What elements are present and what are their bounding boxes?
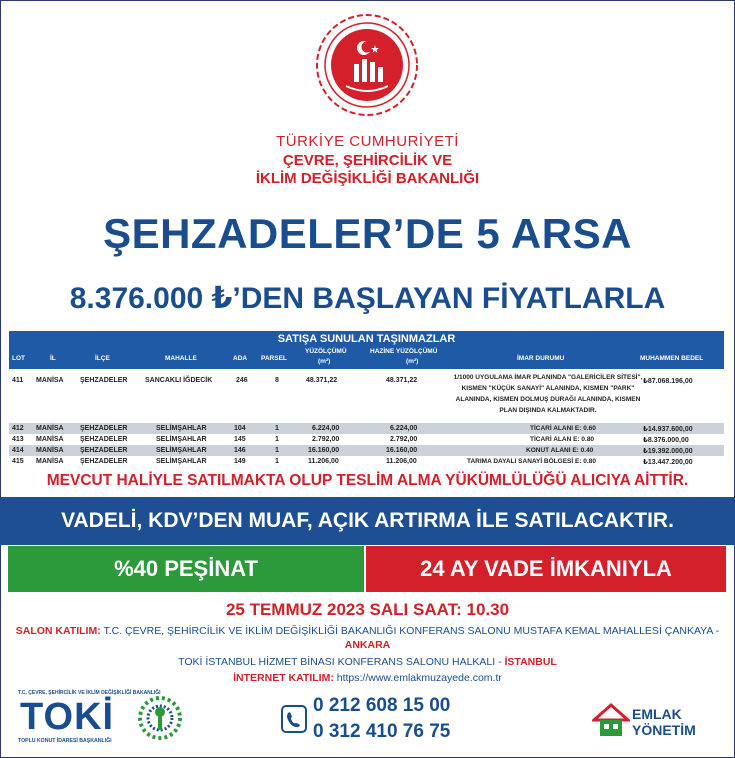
salon-text: T.C. ÇEVRE, ŞEHİRCİLİK VE İKLİM DEĞİŞİKLİĞİ BAKANLIĞI KONFERANS SALONU MUSTAFA KEMAL MAHALLESİ ÇANKAYA - (103, 625, 720, 637)
cell-parsel: 1 (275, 425, 279, 432)
cell-ada: 149 (234, 458, 246, 465)
cell-bedel: ₺8.376.000,00 (643, 437, 689, 444)
cell-lot: 414 (12, 447, 24, 454)
cell-lot: 411 (12, 377, 24, 384)
cell-yuzolcumu: 48.371,22 (306, 377, 338, 384)
cell-parsel: 8 (275, 377, 279, 384)
phone-2[interactable]: 0 312 410 76 75 (313, 721, 451, 742)
cell-imar: TİCARİ ALANI E: 0.60 (530, 425, 596, 432)
cell-mahalle: SELİMŞAHLAR (156, 447, 207, 454)
cell-yuzolcumu: 6.224,00 (312, 425, 340, 432)
cell-il: MANİSA (36, 425, 64, 432)
th-hazine-unit: (m²) (406, 358, 419, 365)
cell-hazine: 11.206,00 (386, 458, 417, 465)
th-yuzolcumu: YÜZÖLÇÜMÜ (305, 348, 347, 355)
cell-ada: 146 (234, 447, 246, 454)
price-subtitle: 8.376.000 ₺’DEN BAŞLAYAN FİYATLARLA (69, 282, 666, 315)
salon-info-2 (10, 655, 725, 669)
cell-mahalle: SELİMŞAHLAR (156, 436, 207, 443)
cell-mahalle: SELİMŞAHLAR (156, 458, 207, 465)
cell-hazine: 48.371,22 (386, 377, 418, 384)
emlak-logo (592, 698, 722, 748)
phone-1[interactable]: 0 212 608 15 00 (313, 695, 451, 716)
cell-imar: TİCARİ ALAN E: 0.80 (530, 436, 595, 443)
phone-icon (281, 705, 307, 733)
cell-parsel: 1 (275, 447, 279, 454)
table-header (9, 331, 724, 369)
auction-date: 25 TEMMUZ 2023 SALI SAAT: 10.30 (225, 600, 510, 619)
cell-il: MANİSA (36, 377, 64, 384)
page-title: ŞEHZADELER’DE 5 ARSA (103, 210, 632, 257)
cell-lot: 412 (12, 425, 24, 432)
salon-label: SALON KATILIM: (15, 625, 101, 637)
cell-parsel: 1 (275, 436, 279, 443)
toki-logo (18, 690, 188, 750)
cell-ilce: ŞEHZADELER (80, 425, 128, 432)
cell-imar: 1/1000 UYGULAMA İMAR PLANINDA "GALERİCİLER SİTESİ", KISMEN "KÜÇÜK SANAYİ" ALANINDA, KISMEN "PARK" ALANINDA, KISMEN DOLMUŞ DURAĞI ALANINDA, KISMEN PLAN DIŞINDA KALMAKTADIR. (453, 374, 643, 414)
house-icon (592, 702, 630, 738)
cell-mahalle: SELİMŞAHLAR (156, 425, 207, 432)
table-caption: SATIŞA SUNULAN TAŞINMAZLAR (277, 333, 456, 345)
cell-bedel: ₺14.937.600,00 (643, 426, 693, 433)
sale-terms-band: VADELİ, KDV’DEN MUAF, AÇIK ARTIRMA İLE SATILACAKTIR. (0, 497, 735, 545)
th-ada: ADA (233, 355, 248, 362)
toki-bottom-text: TOPLU KONUT İDARESİ BAŞKANLIĞI (18, 738, 112, 744)
cell-lot: 413 (12, 436, 24, 443)
cell-yuzolcumu: 2.792,00 (312, 436, 340, 443)
internet-url-link[interactable]: https://www.emlakmuzayede.com.tr (336, 672, 502, 684)
th-yuzolcumu-unit: (m²) (318, 358, 331, 365)
cell-hazine: 16.160,00 (386, 447, 418, 454)
cell-imar: KONUT ALANI E: 0.40 (526, 447, 594, 454)
cell-ilce: ŞEHZADELER (80, 436, 128, 443)
cell-bedel: ₺13.447.200,00 (643, 459, 693, 466)
ministry-line-1: TÜRKİYE CUMHURİYETİ (276, 133, 459, 150)
cell-hazine: 2.792,00 (390, 436, 418, 443)
cell-mahalle: SANCAKLI İĞDECİK (145, 377, 213, 384)
cell-lot: 415 (12, 458, 24, 465)
th-hazine: HAZİNE YÜZÖLÇÜMÜ (370, 348, 438, 355)
th-mahalle: MAHALLE (165, 355, 197, 362)
salon-info (10, 624, 725, 652)
internet-info (10, 671, 725, 685)
th-parsel: PARSEL (261, 355, 287, 362)
salon-line2: TOKİ İSTANBUL HİZMET BİNASI KONFERANS SALONU HALKALI - (178, 656, 502, 668)
cell-parsel: 1 (275, 458, 279, 465)
th-bedel: MUHAMMEN BEDEL (640, 355, 704, 362)
cell-il: MANİSA (36, 447, 64, 454)
salon-city: ANKARA (344, 639, 391, 651)
cell-ilce: ŞEHZADELER (80, 447, 128, 454)
cell-il: MANİSA (36, 458, 64, 465)
warning-text: MEVCUT HALİYLE SATILMAKTA OLUP TESLİM ALMA YÜKÜMLÜLÜĞÜ ALICIYA AİTTİR. (46, 472, 689, 489)
cell-yuzolcumu: 11.206,00 (308, 458, 339, 465)
cell-ilce: ŞEHZADELER (80, 377, 128, 384)
ministry-emblem-icon (314, 12, 420, 118)
cell-ada: 246 (236, 377, 248, 384)
emlak-line1: EMLAK (632, 706, 682, 722)
cell-ada: 104 (234, 425, 246, 432)
th-il: İL (50, 355, 56, 362)
cell-il: MANİSA (36, 436, 64, 443)
toki-emblem-icon (136, 694, 184, 742)
th-imar: İMAR DURUMU (517, 355, 565, 362)
toki-top-text: T.C. ÇEVRE, ŞEHİRCİLİK VE İKLİM DEĞİŞİKLİĞİ BAKANLIĞI (18, 690, 161, 696)
ministry-line-3: İKLİM DEĞİŞİKLİĞİ BAKANLIĞI (255, 170, 480, 187)
phone-block (281, 693, 471, 749)
cell-bedel: ₺19.392.000,00 (643, 448, 693, 455)
cell-hazine: 6.224,00 (390, 425, 418, 432)
th-lot: LOT (12, 355, 25, 362)
salon-city2: İSTANBUL (504, 656, 557, 668)
th-ilce: İLÇE (95, 355, 110, 362)
cell-imar: TARIMA DAYALI SANAYİ BÖLGESİ E: 0.80 (467, 458, 596, 465)
internet-label: İNTERNET KATILIM: (233, 672, 334, 684)
installment-box: 24 AY VADE İMKANIYLA (366, 546, 726, 592)
cell-ilce: ŞEHZADELER (80, 458, 128, 465)
cell-yuzolcumu: 16.160,00 (308, 447, 340, 454)
ministry-line-2: ÇEVRE, ŞEHİRCİLİK VE (282, 152, 453, 169)
cell-bedel: ₺87.068.196,00 (643, 378, 693, 385)
cell-ada: 145 (234, 436, 246, 443)
down-payment-box: %40 PEŞİNAT (8, 546, 364, 592)
emlak-line2: YÖNETİM (632, 722, 696, 738)
toki-name: TOKİ (20, 696, 115, 738)
